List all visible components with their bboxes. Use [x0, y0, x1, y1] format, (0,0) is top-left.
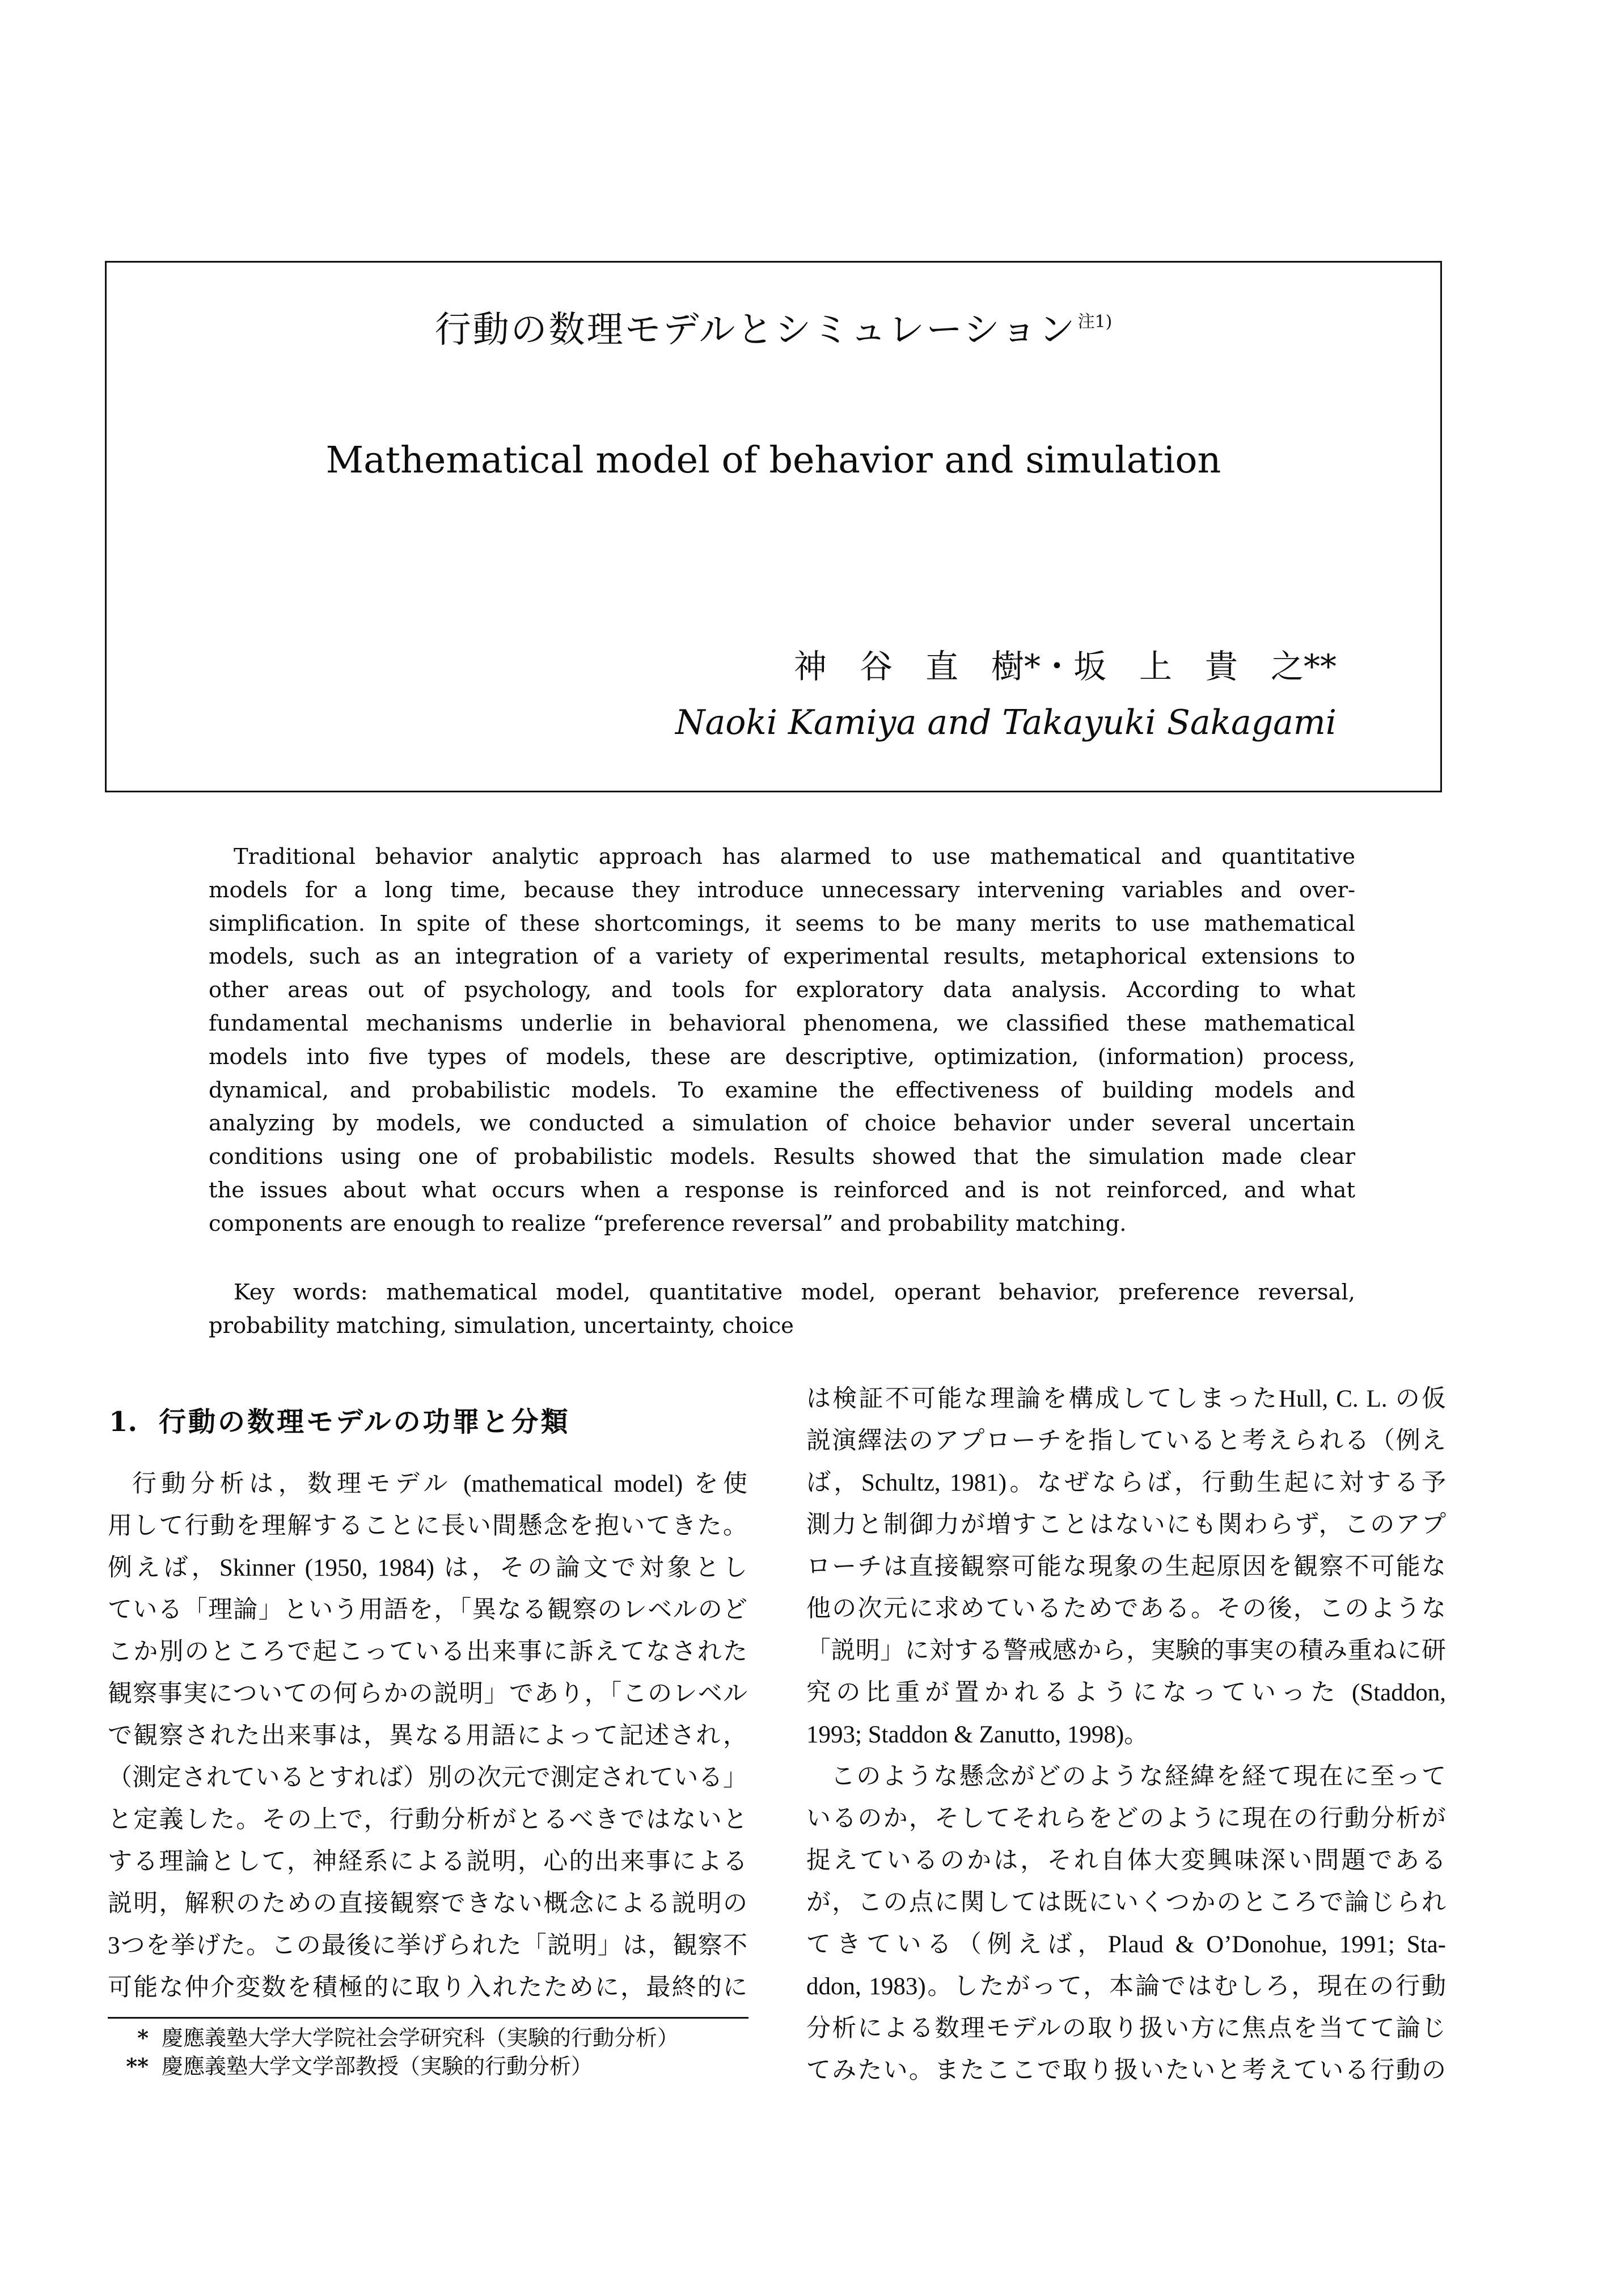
body-line: 観察事実についての何らかの説明」であり，「このレベル	[108, 1681, 747, 1707]
keywords-line: probability matching, simulation, uncertainty, choice	[209, 1312, 794, 1339]
body-line: が，この点に関しては既にいくつかのところで論じられ	[806, 1889, 1446, 1916]
abstract-line: simplification. In spite of these shortcomings, it seems to be many merits to use mathematical	[209, 910, 1355, 936]
title-english: Mathematical model of behavior and simulation	[325, 439, 1221, 482]
body-line: こか別のところで起こっている出来事に訴えてなされた	[108, 1639, 747, 1665]
body-line: 究の比重が置かれるようになっていった (Staddon,	[806, 1679, 1446, 1706]
abstract-line: models into five types of models, these are descriptive, optimization, (information) process,	[209, 1044, 1355, 1070]
abstract	[209, 841, 1355, 1241]
body-line: 1993; Staddon & Zanutto, 1998)。	[806, 1721, 1149, 1748]
footnote-text: 慶應義塾大学文学部教授（実験的行動分析）	[162, 2054, 593, 2079]
abstract-line: fundamental mechanisms underlie in behavioral phenomena, we classified these mathematical	[209, 1010, 1355, 1036]
authors-english: Naoki Kamiya and Takayuki Sakagami	[675, 703, 1337, 742]
abstract-line: analyzing by models, we conducted a simulation of choice behavior under several uncertain	[209, 1111, 1355, 1137]
abstract-line: models for a long time, because they introduce unnecessary intervening variables and over-	[209, 877, 1355, 903]
footnote-rule	[108, 2017, 748, 2019]
body-line: ている「理論」という用語を，「異なる観察のレベルのど	[108, 1597, 747, 1623]
body-line: ば，Schultz, 1981)。なぜならば，行動生起に対する予	[806, 1470, 1446, 1496]
body-line: ddon, 1983)。したがって，本論ではむしろ，現在の行動	[806, 1973, 1446, 2000]
keywords	[209, 1276, 1355, 1343]
section-title: 行動の数理モデルの功罪と分類	[159, 1406, 570, 1438]
footnotes	[108, 2024, 748, 2080]
body-line: てきている（例えば，Plaud & O’Donohue, 1991; Sta-	[806, 1931, 1446, 1958]
body-line: いるのか，そしてそれらをどのように現在の行動分析が	[806, 1805, 1446, 1832]
body-line: 説演繹法のアプローチを指していると考えられる（例え	[806, 1428, 1446, 1454]
footnote	[108, 2052, 748, 2080]
abstract-line: dynamical, and probabilistic models. To examine the effectiveness of building models and	[209, 1077, 1355, 1103]
body-line: 例えば，Skinner (1950, 1984) は，その論文で対象とし	[108, 1555, 747, 1581]
footnote	[108, 2024, 748, 2052]
body-paragraph	[806, 1378, 1446, 1756]
footnote-marker: **	[126, 2053, 149, 2079]
body-line: と定義した。その上で，行動分析がとるべきではないと	[108, 1807, 747, 1833]
body-line: このような懸念がどのような経緯を経て現在に至って	[831, 1763, 1446, 1790]
abstract-line: models, such as an integration of a variety of experimental results, metaphorical extensions to	[209, 944, 1355, 970]
body-line: 行動分析は，数理モデル (mathematical model) を使	[132, 1471, 747, 1497]
body-line: 説明，解釈のための直接観察できない概念による説明の	[108, 1890, 747, 1917]
body-line: 捉えているのかは，それ自体大変興味深い問題である	[806, 1847, 1446, 1874]
body-line: ローチは直接観察可能な現象の生起原因を観察不可能な	[806, 1554, 1446, 1580]
abstract-line: Traditional behavior analytic approach has alarmed to use mathematical and quantitative	[234, 844, 1355, 870]
keywords-paragraph	[209, 1276, 1355, 1343]
title-japanese	[105, 310, 1442, 357]
body-line: で観察された出来事は，異なる用語によって記述され，	[108, 1723, 747, 1749]
body-line: 測力と制御力が増すことはないにも関わらず，このアプ	[806, 1512, 1446, 1538]
body-paragraph	[108, 1463, 747, 2009]
body-line: する理論として，神経系による説明，心的出来事による	[108, 1848, 747, 1875]
abstract-line: conditions using one of probabilistic models. Results showed that the simulation made clear	[209, 1144, 1355, 1170]
body-line: 「説明」に対する警戒感から，実験的事実の積み重ねに研	[806, 1637, 1446, 1664]
section-number: 1.	[109, 1406, 138, 1438]
body-line: てみたい。またここで取り扱いたいと考えている行動の	[806, 2057, 1446, 2084]
title-note: 注1)	[1077, 312, 1113, 332]
body-line: 他の次元に求めているためである。その後，このような	[806, 1596, 1446, 1622]
body-line: 3つを挙げた。この最後に挙げられた「説明」は，観察不	[108, 1932, 747, 1959]
body-line: 可能な仲介変数を積極的に取り入れたために，最終的に	[108, 1974, 747, 2001]
abstract-line: the issues about what occurs when a response is reinforced and is not reinforced, and what	[209, 1177, 1355, 1203]
body-line: 用して行動を理解することに長い間懸念を抱いてきた。	[108, 1513, 747, 1539]
footnote-marker: *	[137, 2025, 149, 2050]
body-line: は検証不可能な理論を構成してしまったHull, C. L. の仮	[806, 1386, 1446, 1412]
abstract-line: other areas out of psychology, and tools for exploratory data analysis. According to what	[209, 977, 1355, 1003]
body-line: （測定されているとすれば）別の次元で測定されている」	[108, 1765, 747, 1791]
authors-japanese: 神 谷 直 樹*・坂 上 貴 之**	[793, 647, 1337, 686]
section-heading	[109, 1405, 570, 1440]
body-paragraph	[806, 1756, 1446, 2092]
body-column-right	[806, 1378, 1446, 2092]
body-line: 分析による数理モデルの取り扱い方に焦点を当てて論じ	[806, 2015, 1446, 2042]
keywords-line: Key words: mathematical model, quantitative model, operant behavior, preference reversal,	[234, 1280, 1355, 1305]
footnote-text: 慶應義塾大学大学院社会学研究科（実験的行動分析）	[162, 2025, 679, 2050]
body-column-left	[108, 1463, 747, 2009]
abstract-paragraph	[209, 841, 1355, 1241]
abstract-line: components are enough to realize “preference reversal” and probability matching.	[209, 1210, 1127, 1236]
title-japanese-text: 行動の数理モデルとシミュレーション	[434, 309, 1077, 351]
